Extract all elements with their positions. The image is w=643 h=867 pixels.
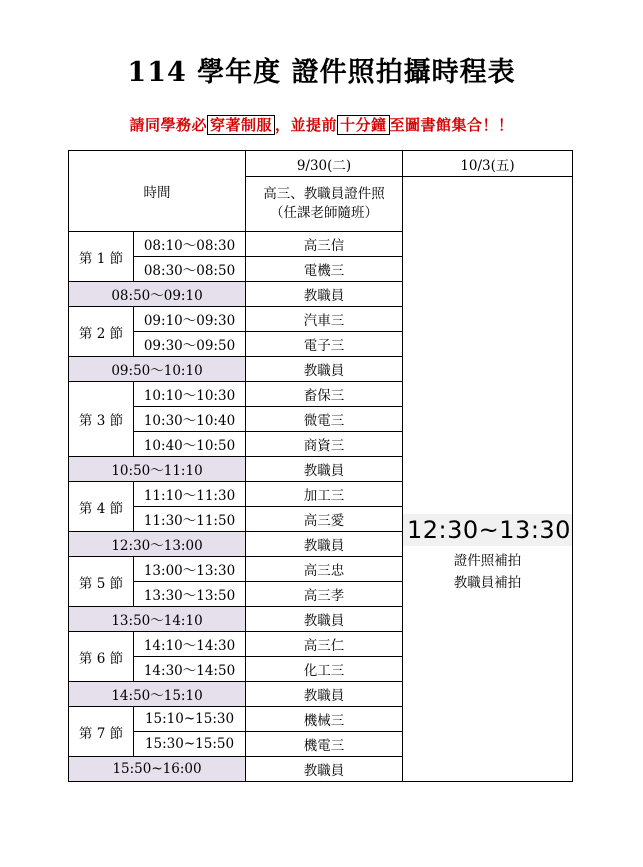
slot-time: 11:10～11:30 xyxy=(134,482,246,507)
slot-time: 08:30～08:50 xyxy=(134,257,246,282)
slot-time: 08:10～08:30 xyxy=(134,232,246,257)
break-time: 10:50～11:10 xyxy=(69,457,246,482)
slot-class: 電機三 xyxy=(246,257,403,282)
break-class: 教職員 xyxy=(246,282,403,307)
slot-time: 14:30～14:50 xyxy=(134,657,246,682)
period-label: 第 3 節 xyxy=(69,382,134,457)
header-row xyxy=(69,151,573,177)
slot-class: 高三愛 xyxy=(246,507,403,532)
period-label: 第 6 節 xyxy=(69,632,134,682)
slot-time: 15:10~15:30 xyxy=(134,707,246,732)
notice-part3: 至圖書館集合！！ xyxy=(389,116,514,134)
break-time: 08:50～09:10 xyxy=(69,282,246,307)
makeup-note-2: 教職員補拍 xyxy=(453,575,522,591)
slot-class: 商資三 xyxy=(246,432,403,457)
slot-class: 機械三 xyxy=(246,707,403,732)
slot-time: 10:10～10:30 xyxy=(134,382,246,407)
notice-boxed-uniform: 穿著制服 xyxy=(207,115,275,135)
slot-time: 13:30～13:50 xyxy=(134,582,246,607)
slot-time: 11:30～11:50 xyxy=(134,507,246,532)
time-header: 時間 xyxy=(69,151,246,232)
period-label: 第 2 節 xyxy=(69,307,134,357)
slot-time: 10:40～10:50 xyxy=(134,432,246,457)
slot-class: 高三信 xyxy=(246,232,403,257)
break-class: 教職員 xyxy=(246,357,403,382)
break-time: 12:30～13:00 xyxy=(69,532,246,557)
break-class: 教職員 xyxy=(246,532,403,557)
break-time: 15:50~16:00 xyxy=(69,757,246,782)
slot-class: 電子三 xyxy=(246,332,403,357)
date1-subheader: 高三、教職員證件照（任課老師隨班） xyxy=(246,177,403,232)
break-time: 13:50～14:10 xyxy=(69,607,246,632)
break-time: 14:50～15:10 xyxy=(69,682,246,707)
schedule-body xyxy=(69,151,573,782)
slot-class: 微電三 xyxy=(246,407,403,432)
slot-class: 高三忠 xyxy=(246,557,403,582)
period-label: 第 7 節 xyxy=(69,707,134,757)
slot-time: 09:30～09:50 xyxy=(134,332,246,357)
page-title: 114 學年度 證件照拍攝時程表 xyxy=(127,57,516,88)
slot-time: 14:10～14:30 xyxy=(134,632,246,657)
schedule-table xyxy=(68,150,573,782)
slot-class: 畜保三 xyxy=(246,382,403,407)
period-label: 第 4 節 xyxy=(69,482,134,532)
date2-header: 10/3(五) xyxy=(403,151,573,177)
slot-class: 加工三 xyxy=(246,482,403,507)
makeup-note-1: 證件照補拍 xyxy=(453,553,522,569)
slot-time: 10:30～10:40 xyxy=(134,407,246,432)
notice-part2: ，並提前 xyxy=(274,116,337,134)
slot-class: 高三孝 xyxy=(246,582,403,607)
notice-part1: 請同學務必 xyxy=(129,116,207,134)
makeup-cell xyxy=(403,177,573,782)
period-label: 第 1 節 xyxy=(69,232,134,282)
break-class: 教職員 xyxy=(246,457,403,482)
slot-time: 15:30~15:50 xyxy=(134,732,246,757)
period-label: 第 5 節 xyxy=(69,557,134,607)
makeup-time: 12:30~13:30 xyxy=(403,514,573,546)
date1-header: 9/30(二) xyxy=(246,151,403,177)
slot-time: 13:00～13:30 xyxy=(134,557,246,582)
notice-boxed-ten-minutes: 十分鐘 xyxy=(337,115,390,135)
break-time: 09:50～10:10 xyxy=(69,357,246,382)
slot-class: 汽車三 xyxy=(246,307,403,332)
slot-class: 機電三 xyxy=(246,732,403,757)
break-class: 教職員 xyxy=(246,757,403,782)
notice-line xyxy=(0,114,643,135)
slot-class: 化工三 xyxy=(246,657,403,682)
slot-time: 09:10～09:30 xyxy=(134,307,246,332)
break-class: 教職員 xyxy=(246,607,403,632)
break-class: 教職員 xyxy=(246,682,403,707)
slot-class: 高三仁 xyxy=(246,632,403,657)
